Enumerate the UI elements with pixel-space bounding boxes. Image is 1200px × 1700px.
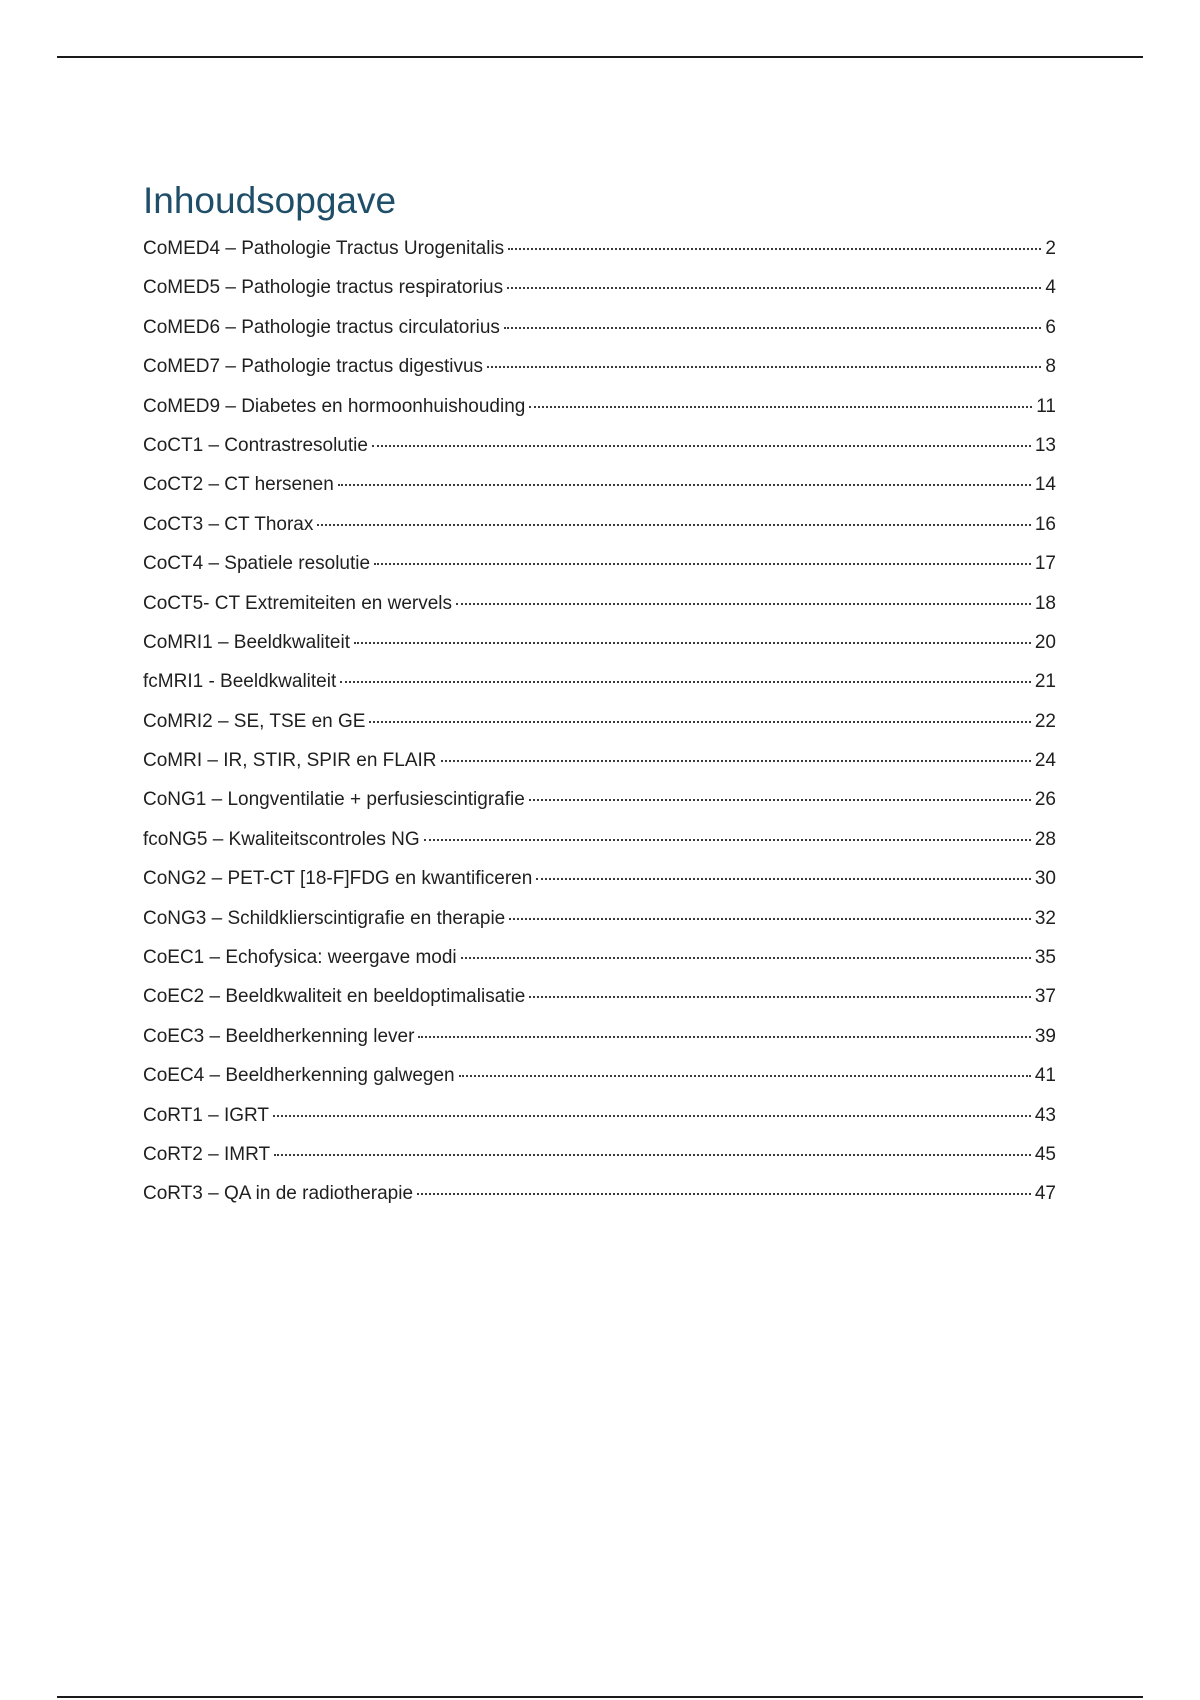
toc-dot-leader — [338, 484, 1031, 486]
toc-entry-page-number: 20 — [1034, 631, 1056, 653]
toc-entry-page-number: 26 — [1034, 789, 1056, 811]
toc-dot-leader — [369, 721, 1030, 723]
toc-entry-page-number: 41 — [1034, 1065, 1056, 1087]
toc-entry-label: CoRT3 – QA in de radiotherapie — [143, 1183, 414, 1205]
toc-dot-leader — [459, 1075, 1031, 1077]
toc-dot-leader — [507, 287, 1041, 289]
toc-entry[interactable] — [143, 984, 1056, 1023]
toc-list — [143, 236, 1056, 1221]
toc-entry-page-number: 11 — [1036, 395, 1056, 417]
toc-entry-page-number: 13 — [1034, 434, 1056, 456]
toc-entry-label: CoMED7 – Pathologie tractus digestivus — [143, 356, 484, 378]
toc-dot-leader — [424, 839, 1031, 841]
toc-dot-leader — [456, 603, 1031, 605]
toc-entry-page-number: 24 — [1034, 750, 1056, 772]
toc-entry[interactable] — [143, 1142, 1056, 1181]
toc-entry-label: CoCT2 – CT hersenen — [143, 474, 334, 496]
toc-entry-page-number: 35 — [1034, 947, 1056, 969]
toc-dot-leader — [487, 366, 1041, 368]
toc-entry-label: CoNG3 – Schildklierscintigrafie en therapie — [143, 907, 506, 929]
toc-dot-leader — [417, 1193, 1031, 1195]
toc-dot-leader — [529, 996, 1031, 998]
toc-entry[interactable] — [143, 709, 1056, 748]
toc-entry-page-number: 28 — [1034, 828, 1056, 850]
toc-entry[interactable] — [143, 472, 1056, 511]
toc-entry[interactable] — [143, 591, 1056, 630]
toc-entry[interactable] — [143, 394, 1056, 433]
toc-entry-label: CoEC4 – Beeldherkenning galwegen — [143, 1065, 455, 1087]
toc-dot-leader — [317, 524, 1030, 526]
toc-entry[interactable] — [143, 1024, 1056, 1063]
toc-dot-leader — [441, 760, 1031, 762]
toc-entry-label: CoCT4 – Spatiele resolutie — [143, 553, 371, 575]
toc-dot-leader — [274, 1154, 1031, 1156]
toc-dot-leader — [529, 799, 1031, 801]
toc-entry[interactable] — [143, 866, 1056, 905]
toc-entry-page-number: 45 — [1034, 1143, 1056, 1165]
toc-entry[interactable] — [143, 236, 1056, 275]
toc-dot-leader — [374, 563, 1031, 565]
toc-entry-page-number: 32 — [1034, 907, 1056, 929]
toc-entry-page-number: 39 — [1034, 1025, 1056, 1047]
toc-entry-label: CoMED5 – Pathologie tractus respiratorius — [143, 277, 504, 299]
toc-entry-page-number: 6 — [1045, 316, 1056, 338]
toc-entry-label: CoMRI – IR, STIR, SPIR en FLAIR — [143, 750, 437, 772]
toc-entry[interactable] — [143, 1181, 1056, 1220]
toc-title: Inhoudsopgave — [143, 180, 397, 221]
toc-entry-label: CoNG2 – PET-CT [18-F]FDG en kwantificeren — [143, 868, 533, 890]
toc-dot-leader — [508, 248, 1041, 250]
toc-entry[interactable] — [143, 827, 1056, 866]
toc-entry-label: CoMRI1 – Beeldkwaliteit — [143, 631, 350, 653]
toc-entry[interactable] — [143, 315, 1056, 354]
toc-entry-label: CoCT3 – CT Thorax — [143, 513, 314, 535]
toc-dot-leader — [372, 445, 1031, 447]
toc-entry-page-number: 16 — [1034, 513, 1056, 535]
toc-entry-label: CoEC3 – Beeldherkenning lever — [143, 1025, 415, 1047]
toc-entry-label: CoMED6 – Pathologie tractus circulatorius — [143, 316, 500, 338]
toc-dot-leader — [461, 957, 1031, 959]
toc-entry-label: CoNG1 – Longventilatie + perfusiescintigrafie — [143, 789, 525, 811]
toc-entry-page-number: 8 — [1045, 356, 1056, 378]
toc-entry-label: CoEC1 – Echofysica: weergave modi — [143, 947, 457, 969]
toc-entry[interactable] — [143, 669, 1056, 708]
toc-entry[interactable] — [143, 512, 1056, 551]
toc-dot-leader — [418, 1036, 1030, 1038]
toc-entry-page-number: 18 — [1034, 592, 1056, 614]
toc-entry-page-number: 30 — [1034, 868, 1056, 890]
footer-rule — [57, 1696, 1143, 1698]
toc-entry-label: CoCT5- CT Extremiteiten en wervels — [143, 592, 453, 614]
toc-entry-page-number: 4 — [1045, 277, 1056, 299]
toc-entry[interactable] — [143, 1063, 1056, 1102]
toc-entry-label: fcoNG5 – Kwaliteitscontroles NG — [143, 828, 420, 850]
toc-entry[interactable] — [143, 1103, 1056, 1142]
toc-dot-leader — [354, 642, 1031, 644]
toc-entry[interactable] — [143, 906, 1056, 945]
toc-entry[interactable] — [143, 787, 1056, 826]
toc-entry-page-number: 47 — [1034, 1183, 1056, 1205]
toc-entry-label: CoMED4 – Pathologie Tractus Urogenitalis — [143, 238, 505, 259]
toc-entry-label: CoMED9 – Diabetes en hormoonhuishouding — [143, 395, 526, 417]
toc-dot-leader — [529, 406, 1032, 408]
toc-entry-page-number: 43 — [1034, 1104, 1056, 1126]
toc-dot-leader — [504, 327, 1041, 329]
toc-entry[interactable] — [143, 433, 1056, 472]
toc-entry-page-number: 22 — [1034, 710, 1056, 732]
toc-entry-label: CoRT1 – IGRT — [143, 1104, 270, 1126]
toc-entry[interactable] — [143, 551, 1056, 590]
toc-dot-leader — [536, 878, 1031, 880]
toc-entry-label: fcMRI1 - Beeldkwaliteit — [143, 671, 337, 693]
toc-entry[interactable] — [143, 275, 1056, 314]
table-of-contents — [143, 178, 1056, 1221]
toc-entry[interactable] — [143, 630, 1056, 669]
toc-entry-label: CoMRI2 – SE, TSE en GE — [143, 710, 366, 732]
header-rule — [57, 56, 1143, 58]
toc-entry-label: CoEC2 – Beeldkwaliteit en beeldoptimalisatie — [143, 986, 526, 1008]
toc-dot-leader — [340, 681, 1031, 683]
toc-entry-page-number: 21 — [1034, 671, 1056, 693]
toc-dot-leader — [273, 1115, 1031, 1117]
toc-entry-page-number: 37 — [1034, 986, 1056, 1008]
toc-entry[interactable] — [143, 748, 1056, 787]
toc-entry-page-number: 17 — [1034, 553, 1056, 575]
toc-entry[interactable] — [143, 945, 1056, 984]
toc-dot-leader — [509, 918, 1031, 920]
toc-entry-label: CoCT1 – Contrastresolutie — [143, 434, 368, 456]
toc-entry-page-number: 2 — [1045, 238, 1056, 259]
toc-entry-page-number: 14 — [1034, 474, 1056, 496]
toc-entry-label: CoRT2 – IMRT — [143, 1143, 271, 1165]
toc-entry[interactable] — [143, 354, 1056, 393]
